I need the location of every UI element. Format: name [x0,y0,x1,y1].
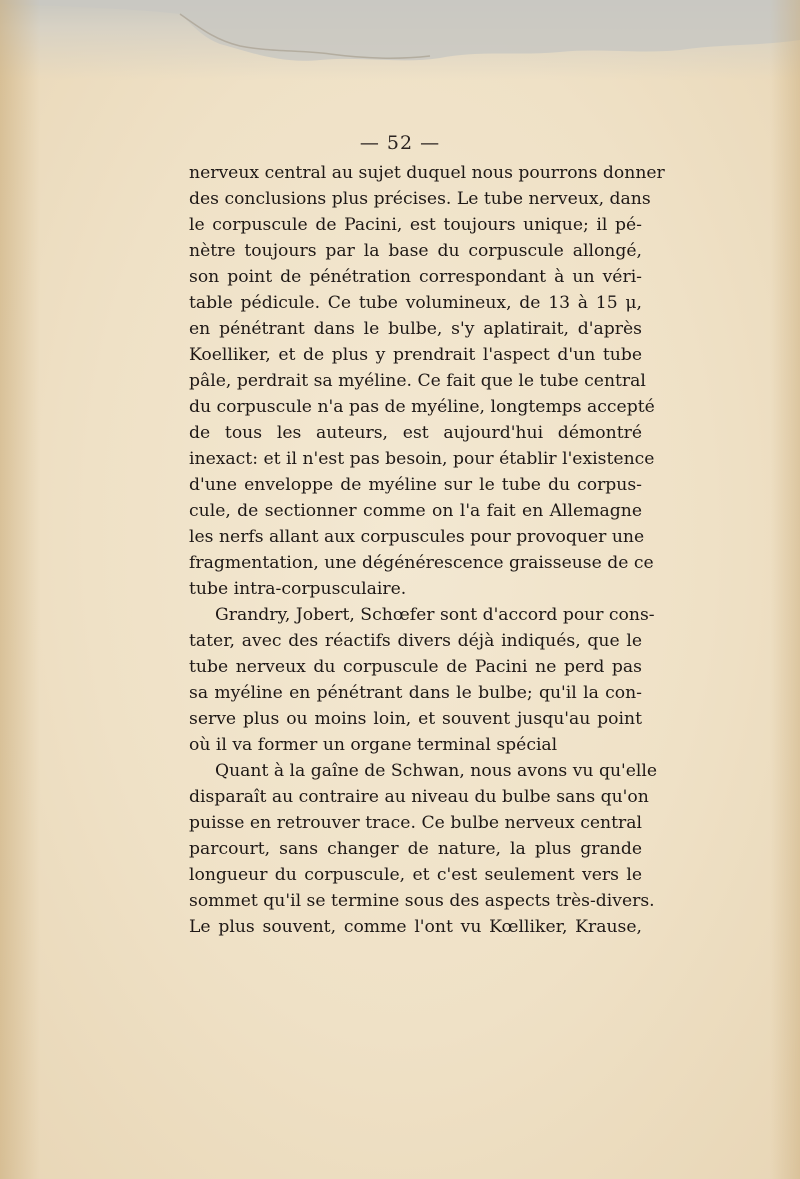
text-line: disparaît au contraire au niveau du bulbe sans qu'on [189,787,649,807]
text-line: cule, de sectionner comme on l'a fait en Allemagne [189,501,642,521]
text-line: serve plus ou moins loin, et souvent jusqu'au point [189,709,642,729]
page-right-shadow [770,0,800,1179]
text-line: puisse en retrouver trace. Ce bulbe nerveux central [189,813,642,833]
text-line: où il va former un organe terminal spécial [189,735,558,755]
text-line: du corpuscule n'a pas de myéline, longtemps accepté [189,397,655,417]
text-line: longueur du corpuscule, et c'est seulement vers le [189,865,642,885]
text-line: tater, avec des réactifs divers déjà indiqués, que le [189,631,642,651]
text-line: nerveux central au sujet duquel nous pourrons donner [189,163,665,183]
text-line: de tous les auteurs, est aujourd'hui démontré [189,423,642,443]
text-line: Le plus souvent, comme l'ont vu Kœlliker, Krause, [189,917,642,937]
text-line: en pénétrant dans le bulbe, s'y aplatirait, d'après [189,319,642,339]
text-line: inexact: et il n'est pas besoin, pour établir l'existence [189,449,655,469]
page-left-shadow [0,0,40,1179]
text-line: sommet qu'il se termine sous des aspects très-divers. [189,891,655,911]
torn-paper-edge [0,0,800,80]
text-line: tube intra-corpusculaire. [189,579,407,599]
text-line: les nerfs allant aux corpuscules pour provoquer une [189,527,645,547]
text-line: sa myéline en pénétrant dans le bulbe; qu'il la con- [189,683,642,703]
text-line: des conclusions plus précises. Le tube nerveux, dans [189,189,651,209]
text-line: pâle, perdrait sa myéline. Ce fait que le tube central [189,371,646,391]
text-line: d'une enveloppe de myéline sur le tube du corpus- [189,475,642,495]
text-line: tube nerveux du corpuscule de Pacini ne perd pas [189,657,642,677]
text-line: le corpuscule de Pacini, est toujours unique; il pé- [189,215,642,235]
text-line: son point de pénétration correspondant à un véri- [189,267,642,287]
text-line: Koelliker, et de plus y prendrait l'aspect d'un tube [189,345,642,365]
text-line: Quant à la gaîne de Schwan, nous avons vu qu'elle [215,761,658,781]
text-line: table pédicule. Ce tube volumineux, de 13 à 15 μ, [189,293,642,313]
text-line: nètre toujours par la base du corpuscule allongé, [189,241,642,261]
page-number: — 52 — [359,132,441,154]
text-line: fragmentation, une dégénérescence graisseuse de ce [189,553,654,573]
text-line: Grandry, Jobert, Schœfer sont d'accord pour cons- [215,605,655,625]
body-text [189,160,665,940]
text-line: parcourt, sans changer de nature, la plus grande [189,839,642,859]
